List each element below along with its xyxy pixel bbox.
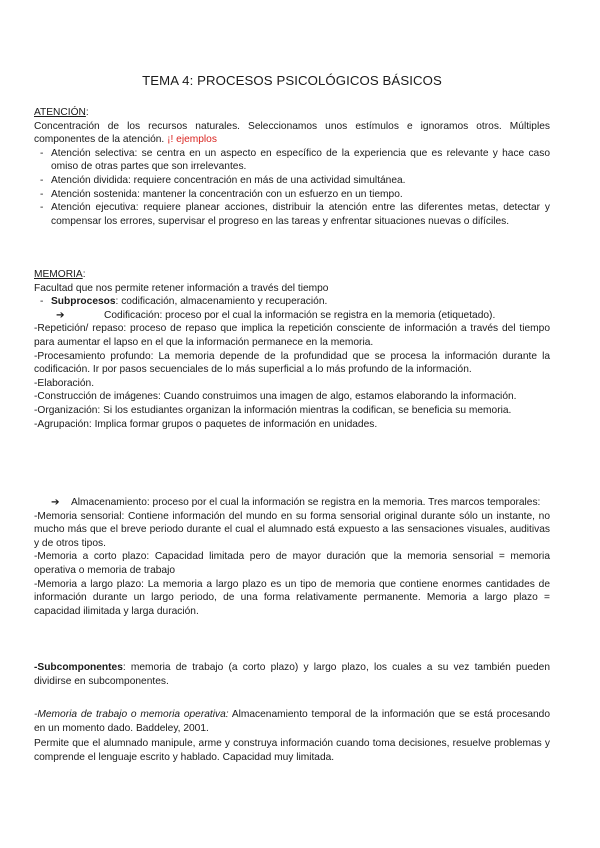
codificacion-item: ➔ Codificación: proceso por el cual la información se registra en la memoria (etiquetado). [56, 309, 496, 321]
paragraph: -Agrupación: Implica formar grupos o paquetes de información en unidades. [34, 418, 378, 430]
paragraph: -Memoria a corto plazo: Capacidad limitada pero de mayor duración que la memoria sensorial = memoria operativa o memoria de trabajo [34, 551, 550, 576]
working-memory-paragraph-2: Permite que el alumnado manipule, arme y construya información cuando toma decisiones, resuelve problemas y comprende el lenguaje escrito y hablado. Capacidad muy limitada. [34, 738, 550, 763]
paragraph: -Organización: Si los estudiantes organizan la información mientras la codifican, se beneficia su memoria. [34, 404, 512, 416]
subcomponentes-paragraph: -Subcomponentes: memoria de trabajo (a corto plazo) y largo plazo, los cuales a su vez también pueden dividirse en subcomponentes. [34, 662, 550, 687]
page-title: TEMA 4: PROCESOS PSICOLÓGICOS BÁSICOS [142, 73, 442, 88]
attention-heading: ATENCIÓN [34, 107, 86, 118]
list-item: - Atención selectiva: se centra en un aspecto en específico de la experiencia que es relevante y hace caso omiso de otras partes que son irrelevantes. [34, 147, 550, 174]
attention-intro: Concentración de los recursos naturales. Seleccionamos unos estímulos e ignoramos otros. Múltiples componentes de la atención. ¡! ejemplos [34, 120, 550, 146]
working-memory-paragraph: -Memoria de trabajo o memoria operativa: Almacenamiento temporal de la información que se está procesando en un momento dado. Baddeley, 2001. [34, 709, 550, 734]
list-item: - Subprocesos: codificación, almacenamiento y recuperación. [34, 295, 550, 309]
list-item: - Atención dividida: requiere concentración en más de una actividad simultánea. [34, 174, 550, 188]
subprocesos-list [34, 295, 550, 309]
working-memory-section [34, 708, 550, 764]
paragraph: -Repetición/ repaso: proceso de repaso que implica la repetición consciente de información a través del tiempo para aumentar el lapso en el que la información permanece en la memoria. [34, 323, 550, 348]
memory-heading: MEMORIA [34, 269, 83, 280]
paragraph: -Elaboración. [34, 377, 95, 389]
paragraph: -Memoria sensorial: Contiene información del mundo en su forma sensorial original durante sólo un instante, no mucho más que el breve periodo durante el cual el alumnado está expuesto a las sensaciones visuales, auditivas y de otros tipos. [34, 510, 550, 549]
list-item: - Atención sostenida: mantener la concentración con un esfuerzo en un tiempo. [34, 188, 550, 202]
memory-intro: Facultad que nos permite retener información a través del tiempo [34, 282, 329, 294]
attention-heading-line: ATENCIÓN: [34, 107, 89, 118]
paragraph: -Construcción de imágenes: Cuando construimos una imagen de algo, estamos elaborando la información. [34, 391, 517, 403]
storage-section [34, 496, 550, 618]
almacenamiento-item: ➔ Almacenamiento: proceso por el cual la información se registra en la memoria. Tres marcos temporales: [51, 497, 541, 508]
paragraph: -Procesamiento profundo: La memoria depende de la profundidad que se procesa la información durante la codificación. Ir por pasos secuenciales de lo más superficial a lo más profundo de la información. [34, 350, 550, 376]
list-item: - Atención ejecutiva: requiere planear acciones, distribuir la atención entre las diferentes metas, detectar y compensar los errores, supervisar el progreso en las tareas y enfrentar situaciones nuevas o difíciles. [34, 201, 550, 228]
arrow-icon: ➔ [51, 497, 60, 508]
arrow-icon: ➔ [56, 309, 65, 321]
subcomponents-section [34, 661, 550, 688]
attention-section [34, 106, 550, 228]
attention-list [34, 147, 550, 229]
paragraph: -Memoria a largo plazo: La memoria a largo plazo es un tipo de memoria que contiene enormes cantidades de información durante un largo periodo, de una forma relativamente permanente. Memoria a largo plazo = capacidad ilimitada y larga duración. [34, 578, 550, 617]
memory-heading-line: MEMORIA: [34, 269, 86, 280]
memory-section [34, 268, 550, 431]
examples-note: ¡! ejemplos [167, 134, 217, 146]
